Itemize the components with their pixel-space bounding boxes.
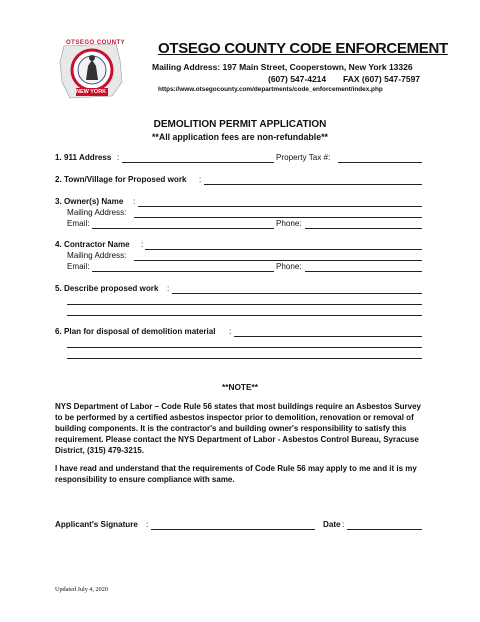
q6-disposal-line[interactable]	[67, 347, 422, 348]
note-heading: **NOTE**	[222, 382, 258, 392]
logo-top-text: OTSEGO COUNTY	[66, 40, 126, 46]
form-subtitle: **All application fees are non-refundable**	[152, 132, 328, 142]
q4-colon: :	[141, 240, 144, 249]
q6-colon: :	[229, 327, 232, 336]
date-label: Date	[323, 520, 341, 529]
q5-label: 5. Describe proposed work	[55, 284, 159, 293]
q2-town-field[interactable]	[204, 184, 422, 185]
q3-email-label: Email:	[67, 219, 90, 228]
q4-phone-label: Phone:	[276, 262, 302, 271]
q3-colon: :	[133, 197, 136, 206]
q4-contractor-field[interactable]	[145, 249, 422, 250]
q3-phone-field[interactable]	[305, 228, 422, 229]
q3-owner-field[interactable]	[138, 206, 422, 207]
q1-address-field[interactable]	[122, 162, 274, 163]
date-field[interactable]	[347, 529, 422, 530]
q3-email-field[interactable]	[92, 228, 274, 229]
website-url[interactable]: https://www.otsegocounty.com/departments/code_enforcement/index.php	[158, 86, 383, 93]
q1-colon: :	[117, 153, 120, 162]
q6-disposal-line[interactable]	[67, 358, 422, 359]
q1-label: 1. 911 Address	[55, 153, 112, 162]
signature-label: Applicant's Signature	[55, 520, 138, 529]
date-colon: :	[342, 520, 345, 529]
mailing-address: Mailing Address: 197 Main Street, Cooperstown, New York 13326	[152, 62, 413, 72]
q4-email-label: Email:	[67, 262, 90, 271]
q3-phone-label: Phone:	[276, 219, 302, 228]
updated-date: Updated July 4, 2020	[55, 586, 108, 593]
q2-label: 2. Town/Village for Proposed work	[55, 175, 187, 184]
q1-tax-label: Property Tax #:	[276, 153, 331, 162]
q5-colon: :	[167, 284, 170, 293]
q6-label: 6. Plan for disposal of demolition material	[55, 327, 216, 336]
signature-field[interactable]	[151, 529, 315, 530]
q1-tax-field[interactable]	[338, 162, 422, 163]
q3-mailing-field[interactable]	[134, 217, 422, 218]
asbestos-note: NYS Department of Labor – Code Rule 56 states that most buildings require an Asbestos Survey to be performed by a certified asbestos inspector prior to demolition, renovation or removal of building components. It is the contractor's and building owner's responsibility to satisfy this requirement. Please contact the NYS Department of Labor - Asbestos Control Bureau, Syracuse District, (315) 479-3215.	[55, 402, 422, 455]
fax-number: FAX (607) 547-7597	[343, 74, 421, 84]
q3-mailing-label: Mailing Address:	[67, 208, 127, 217]
q3-label: 3. Owner(s) Name	[55, 197, 124, 206]
q5-description-field[interactable]	[172, 293, 422, 294]
q5-description-line[interactable]	[67, 304, 422, 305]
phone-number: (607) 547-4214	[268, 74, 327, 84]
logo-banner-text: NEW YORK	[76, 89, 107, 95]
form-title: DEMOLITION PERMIT APPLICATION	[153, 119, 327, 130]
q4-email-field[interactable]	[92, 271, 274, 272]
q2-colon: :	[199, 175, 202, 184]
signature-colon: :	[146, 520, 149, 529]
q4-mailing-field[interactable]	[134, 260, 422, 261]
q4-phone-field[interactable]	[305, 271, 422, 272]
acknowledgement-text: I have read and understand that the requirements of Code Rule 56 may apply to me and it is my responsibility to ensure compliance with same.	[55, 464, 417, 484]
q4-label: 4. Contractor Name	[55, 240, 130, 249]
q4-mailing-label: Mailing Address:	[67, 251, 127, 260]
q5-description-line[interactable]	[67, 315, 422, 316]
agency-title: OTSEGO COUNTY CODE ENFORCEMENT	[158, 40, 448, 57]
q6-disposal-field[interactable]	[234, 336, 422, 337]
